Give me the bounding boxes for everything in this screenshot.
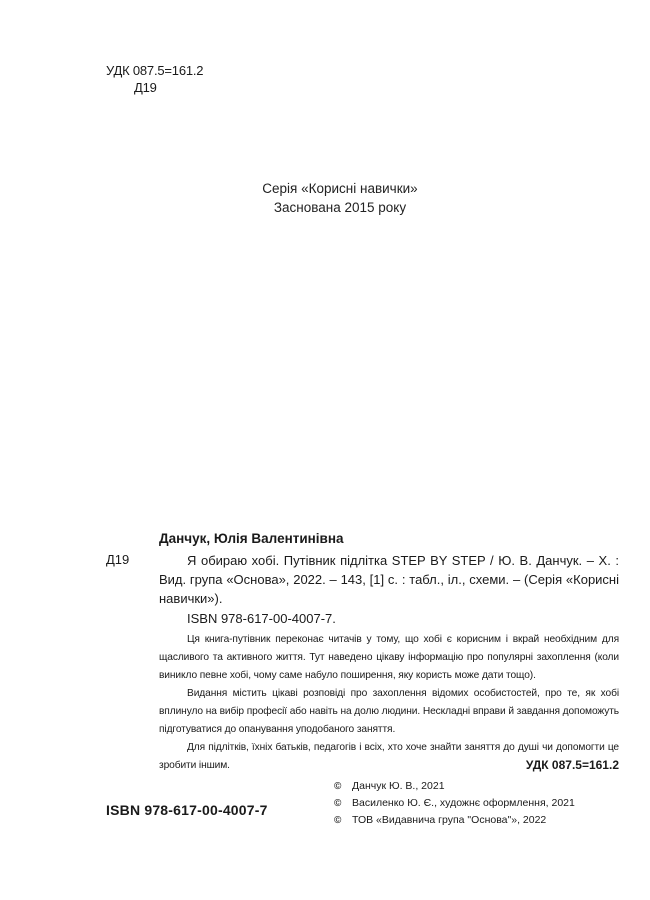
catalog-isbn: ISBN 978-617-00-4007-7. xyxy=(187,611,336,626)
copyright-list xyxy=(334,778,575,829)
catalog-author-mark: Д19 xyxy=(106,552,130,567)
series-block xyxy=(0,179,650,217)
copyright-text: Василенко Ю. Є., художнє оформлення, 2021 xyxy=(352,797,575,809)
isbn-footer: ISBN 978-617-00-4007-7 xyxy=(106,802,268,818)
abstract-paragraph: Для підлітків, їхніх батьків, педагогів і всіх, хто хоче знайти заняття до душі чи допомогти це зробити іншим. xyxy=(159,742,619,771)
udk-footer: УДК 087.5=161.2 xyxy=(525,758,619,772)
series-founded: Заснована 2015 року xyxy=(273,200,407,215)
copyright-icon: © xyxy=(334,798,342,809)
copyright-item xyxy=(334,795,575,812)
udk-header xyxy=(106,62,203,96)
abstract-block xyxy=(159,631,619,775)
catalog-description: Я обираю хобі. Путівник підлітка STEP BY STEP / Ю. В. Данчук. – Х. : Вид. група «Основа», 2022. – 143, [1] с. : табл., іл., схеми. – (Серія «Корисні навички»). xyxy=(159,553,619,606)
abstract-paragraph: Ця книга-путівник переконає читачів у тому, що хобі є корисним і вкрай необхідним для щасливого та активного життя. Тут наведено цікаву інформацію про популярні захоплення (коли виникло певне хобі, чому саме набуло поширення, яку користь може дати тощо). xyxy=(159,634,619,681)
udk-code-top: УДК 087.5=161.2 xyxy=(106,63,204,78)
copyright-text: Данчук Ю. В., 2021 xyxy=(352,780,445,792)
abstract-paragraph: Видання містить цікаві розповіді про захоплення відомих особистостей, про те, як хобі вплинуло на вибір професії або навіть на долю людини. Нескладні вправи й завдання допоможуть підготуватися до опанування уподобаного заняття. xyxy=(159,688,619,735)
copyright-item xyxy=(334,778,575,795)
copyright-item xyxy=(334,812,575,829)
copyright-icon: © xyxy=(334,781,342,792)
copyright-icon: © xyxy=(334,815,342,826)
author-mark-top: Д19 xyxy=(134,80,157,95)
catalog-author: Данчук, Юлія Валентинівна xyxy=(159,531,344,546)
catalog-description-block xyxy=(159,551,619,608)
series-title: Серія «Корисні навички» xyxy=(262,181,418,196)
copyright-text: ТОВ «Видавнича група "Основа"», 2022 xyxy=(352,814,547,826)
